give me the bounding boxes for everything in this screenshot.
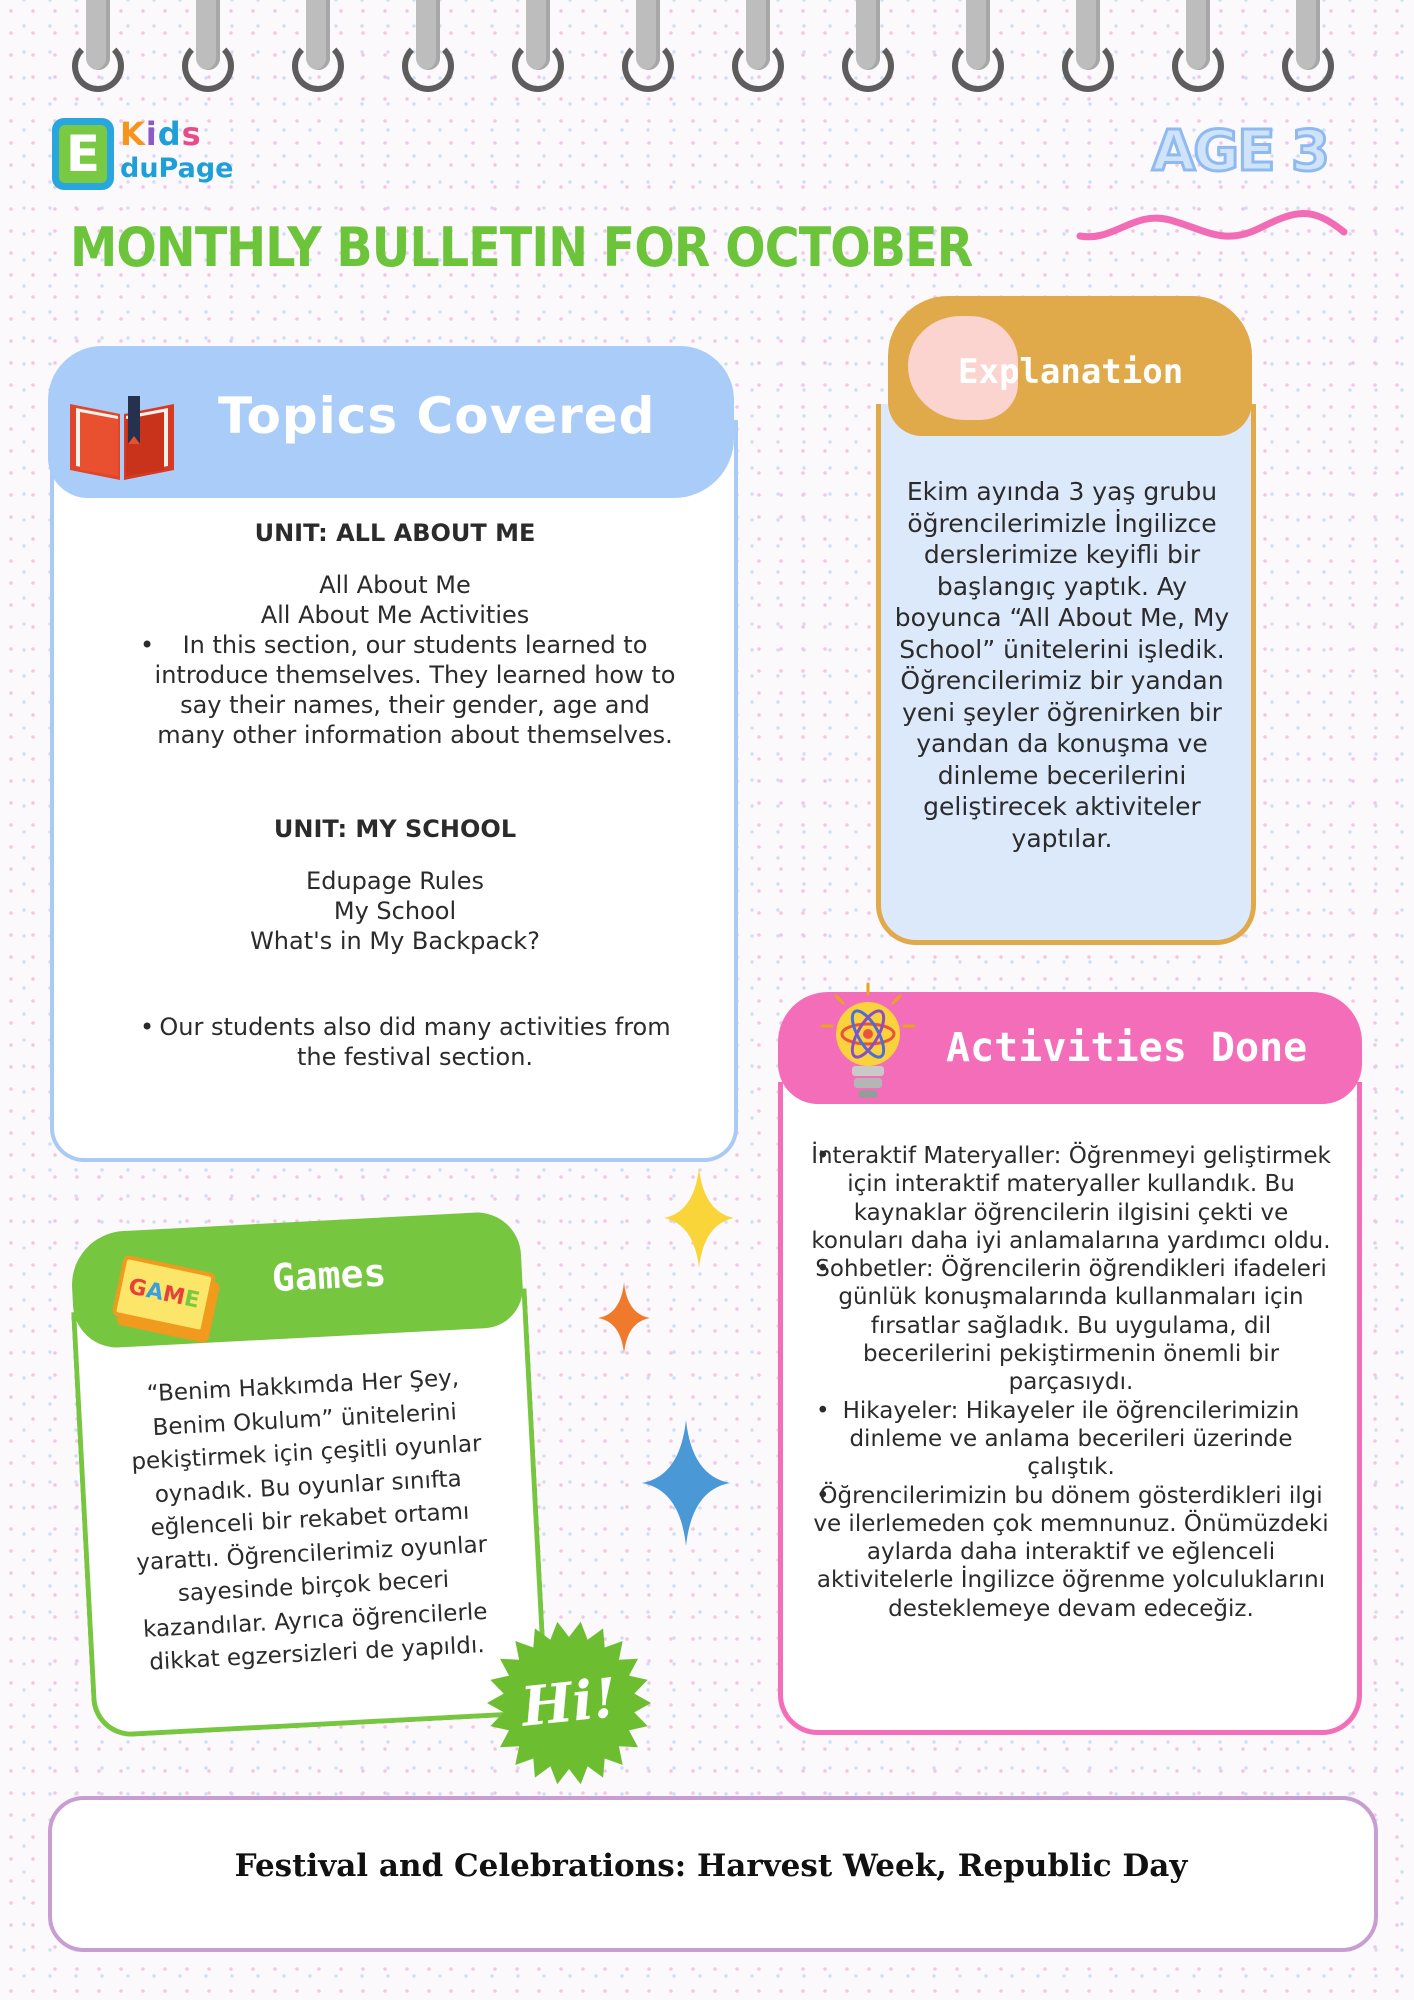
- hi-sticker-label: Hi!: [518, 1665, 620, 1739]
- binding-ring: [732, 0, 784, 92]
- age-label: AGE 3: [1151, 119, 1328, 184]
- explanation-heading: Explanation: [958, 352, 1184, 392]
- explanation-text: Ekim ayında 3 yaş grubu öğrencilerimizle İngilizce derslerimize keyifli bir başlangıç yaptık. Ay boyunca “All About Me, My School” ünitelerini işledik. Öğrencilerimiz bir yandan yeni şeyler öğrenirken bir yandan da konuşma ve dinleme becerilerini geliştirecek aktiviteler yaptılar.: [894, 477, 1230, 853]
- list-item: • Hikayeler: Hikayeler ile öğrencilerimizin dinleme ve anlama becerileri üzerinde çalıştık.: [806, 1397, 1336, 1482]
- squiggle-decoration: [1074, 206, 1350, 250]
- activities-list: [806, 1142, 1336, 1623]
- topics-header: [48, 346, 734, 498]
- binding-ring: [952, 0, 1004, 92]
- unit-title: UNIT: MY SCHOOL: [273, 815, 517, 843]
- sparkle-icon: [664, 1168, 734, 1268]
- games-text: “Benim Hakkımda Her Şey, Benim Okulum” ünitelerini pekiştirmek için çeşitli oyunlar oynadık. Bu oyunlar sınıfta eğlenceli bir rekabet ortamı yarattı. Öğrencilerimiz oyunlar sayesinde birçok beceri kazandılar. Ayrıca öğrencilerle dikkat egzersizleri de yapıldı.: [130, 1365, 489, 1676]
- festival-text: Festival and Celebrations: Harvest Week, Republic Day: [234, 1848, 1188, 1884]
- binding-ring: [72, 0, 124, 92]
- binding-ring: [292, 0, 344, 92]
- binding-ring: [1172, 0, 1224, 92]
- topics-heading: Topics Covered: [218, 387, 656, 445]
- activities-heading: Activities Done: [946, 1025, 1308, 1071]
- topics-content: [110, 518, 680, 1072]
- unit-item: My School: [333, 897, 457, 925]
- logo-letter: E: [59, 125, 107, 183]
- unit-description: • Our students also did many activities from the festival section.: [110, 1012, 680, 1072]
- unit-title: UNIT: ALL ABOUT ME: [254, 519, 536, 547]
- page-title: MONTHLY BULLETIN FOR OCTOBER: [70, 216, 973, 279]
- binding-ring: [842, 0, 894, 92]
- logo-kids-text: Kids: [120, 115, 202, 153]
- game-badge-label: GAME: [126, 1274, 202, 1314]
- binding-ring: [1062, 0, 1114, 92]
- activities-header: [778, 992, 1362, 1104]
- logo: [52, 118, 114, 190]
- binding-ring: [402, 0, 454, 92]
- games-heading: Games: [270, 1250, 388, 1301]
- lightbulb-icon: [818, 982, 918, 1106]
- binding-ring: [512, 0, 564, 92]
- unit-description: • In this section, our students learned to introduce themselves. They learned how to say their names, their gender, age and many other information about themselves.: [110, 630, 680, 750]
- binding-ring: [182, 0, 234, 92]
- logo-dupage-text: duPage: [120, 153, 234, 184]
- sparkle-icon: [642, 1420, 730, 1546]
- book-icon: [66, 390, 178, 482]
- list-item: • İnteraktif Materyaller: Öğrenmeyi geliştirmek için interaktif materyaller kullandık. Bu kaynaklar öğrencilerin ilgisini çekti ve konuları daha iyi anlamalarına yardımcı oldu.: [806, 1142, 1336, 1255]
- binding-ring: [1282, 0, 1334, 92]
- binding-ring: [622, 0, 674, 92]
- list-item: • Sohbetler: Öğrencilerin öğrendikleri ifadeleri günlük konuşmalarında kullanmaları için fırsatlar sağladık. Bu uygulama, dil becerilerini pekiştirmenin önemli bir parçasıydı.: [806, 1255, 1336, 1396]
- sparkle-icon: [598, 1282, 650, 1354]
- unit-item: All About Me: [319, 571, 471, 599]
- unit-item: All About Me Activities: [260, 601, 530, 629]
- unit-item: What's in My Backpack?: [250, 927, 540, 955]
- list-item: • Öğrencilerimizin bu dönem gösterdikleri ilgi ve ilerlemeden çok memnunuz. Önümüzdeki aylarda daha interaktif ve eğlenceli aktivitelerle İngilizce öğrenme yolculuklarını desteklemeye devam edeceğiz.: [806, 1482, 1336, 1623]
- unit-item: Edupage Rules: [306, 867, 484, 895]
